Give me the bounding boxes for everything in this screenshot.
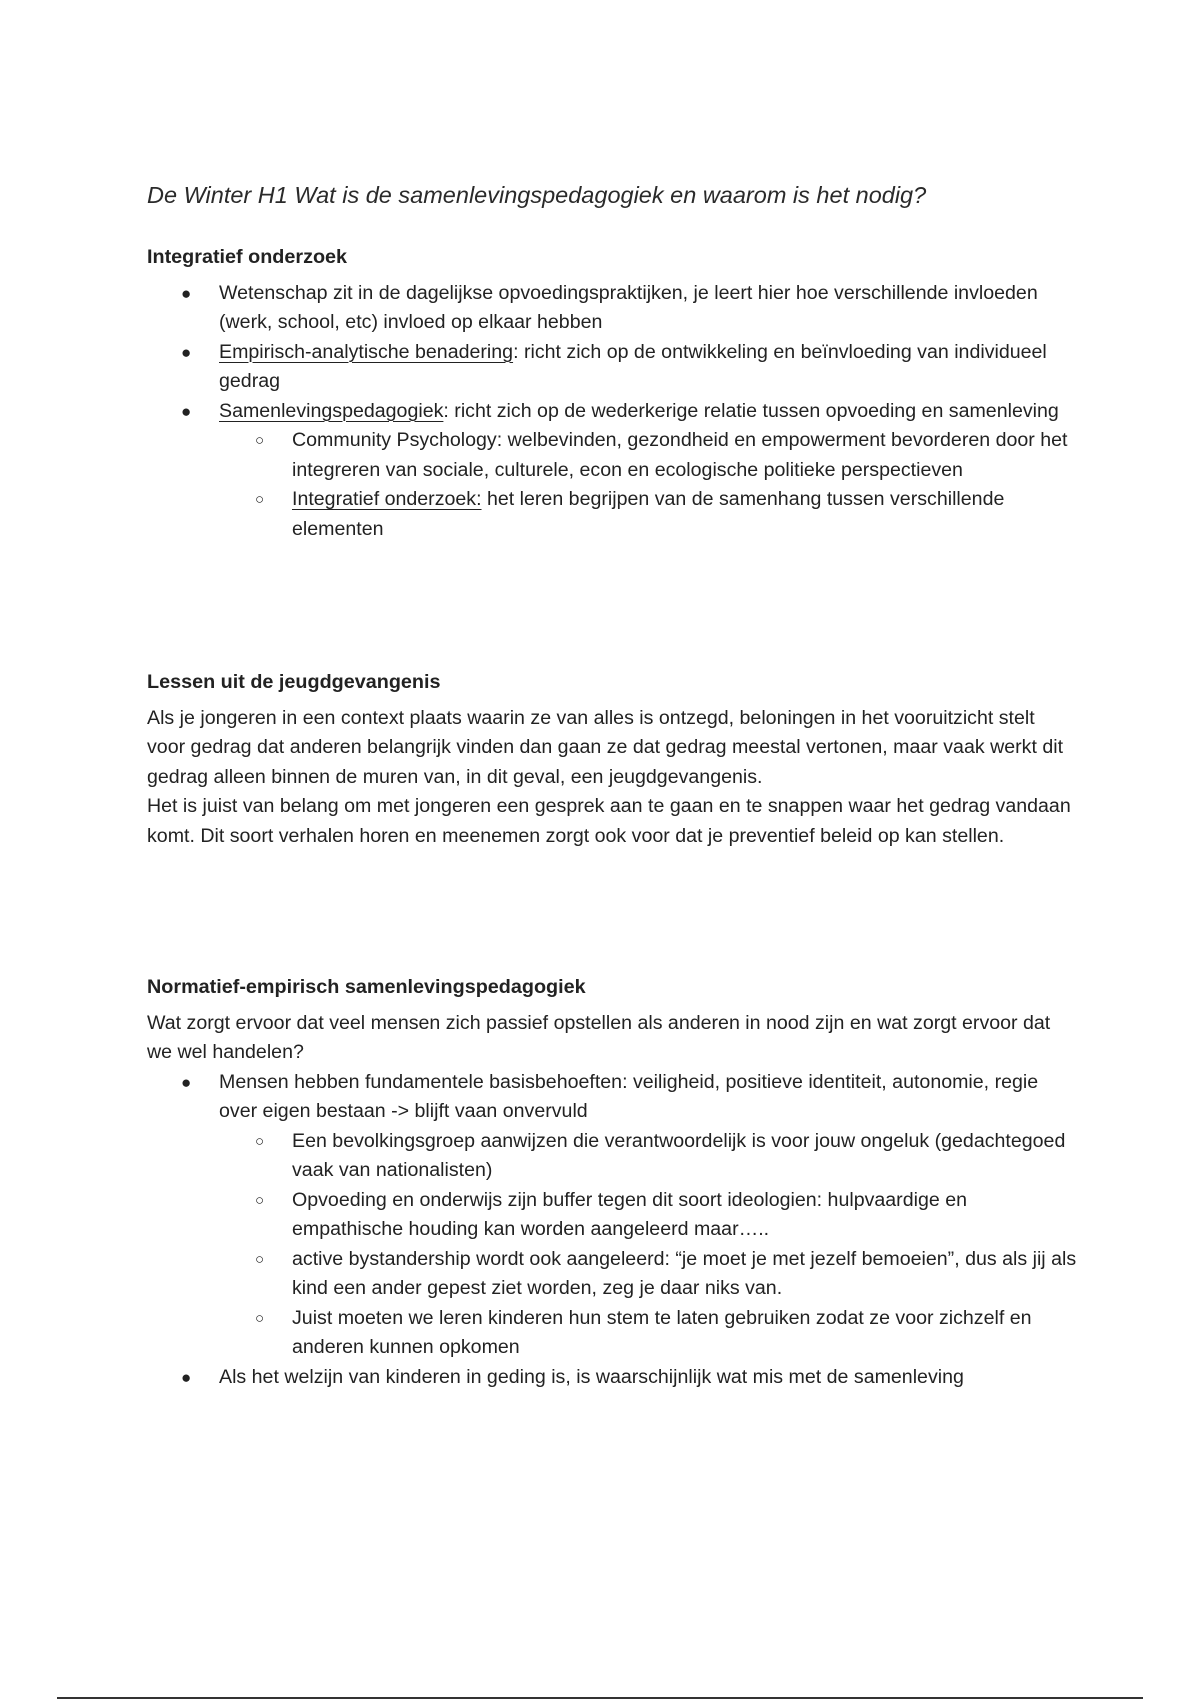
sub-list-item-text: active bystandership wordt ook aangeleerd: “je moet je met jezelf bemoeien”, dus als jij als kind een ander gepest ziet worden, zeg je daar niks van. xyxy=(292,1247,1077,1299)
footer-divider xyxy=(57,1697,1143,1699)
underlined-term: Empirisch-analytische benadering xyxy=(219,340,514,363)
sub-bullet-list xyxy=(147,1127,1077,1363)
bullet-icon: ● xyxy=(181,1072,192,1092)
section-heading: Normatief-empirisch samenlevingspedagogiek xyxy=(147,976,586,998)
list-item-text: Als het welzijn van kinderen in geding is, is waarschijnlijk wat mis met de samenleving xyxy=(219,1365,964,1388)
sub-list-item xyxy=(147,426,1077,485)
sub-list-item-text: Juist moeten we leren kinderen hun stem te laten gebruiken zodat ze voor zichzelf en anderen kunnen opkomen xyxy=(292,1306,1032,1358)
list-item xyxy=(147,338,1077,397)
sub-list-item-text: Opvoeding en onderwijs zijn buffer tegen dit soort ideologien: hulpvaardige en empathische houding kan worden aangeleerd maar….. xyxy=(292,1188,967,1240)
document-title: De Winter H1 Wat is de samenlevingspedagogiek en waarom is het nodig? xyxy=(147,182,927,208)
bullet-list xyxy=(147,1068,1077,1393)
sub-list-item xyxy=(147,1127,1077,1186)
sub-bullet-icon: ○ xyxy=(255,1132,265,1150)
list-item-text: Wetenschap zit in de dagelijkse opvoedingspraktijken, je leert hier hoe verschillende invloeden (werk, school, etc) invloed op elkaar hebben xyxy=(219,281,1038,333)
list-item-text: Mensen hebben fundamentele basisbehoeften: veiligheid, positieve identiteit, autonomie, regie over eigen bestaan -> blijft vaan onvervuld xyxy=(219,1070,1039,1122)
list-item xyxy=(147,397,1077,545)
section-heading: Integratief onderzoek xyxy=(147,246,348,268)
bullet-icon: ● xyxy=(181,401,192,421)
sub-bullet-icon: ○ xyxy=(255,432,265,449)
sub-list-item xyxy=(147,485,1077,544)
underlined-term: Samenlevingspedagogiek xyxy=(219,399,444,422)
sub-list-item-text: het leren begrijpen van de samenhang tussen verschillende elementen xyxy=(292,488,1005,540)
bullet-list xyxy=(147,279,1077,545)
sub-list-item xyxy=(147,1304,1077,1363)
sub-bullet-icon: ○ xyxy=(255,491,265,508)
sub-list-item-text: Community Psychology: welbevinden, gezondheid en empowerment bevorderen door het integreren van sociale, culturele, econ en ecologische politieke perspectieven xyxy=(292,429,1068,481)
list-item-text: : richt zich op de ontwikkeling en beïnvloeding van individueel gedrag xyxy=(219,340,1047,392)
bullet-icon: ● xyxy=(181,1367,192,1387)
sub-bullet-icon: ○ xyxy=(255,1191,265,1209)
sub-list-item xyxy=(147,1186,1077,1245)
bullet-icon: ● xyxy=(181,342,192,362)
list-item-text: : richt zich op de wederkerige relatie tussen opvoeding en samenleving xyxy=(443,399,1059,422)
paragraph: Het is juist van belang om met jongeren een gesprek aan te gaan en te snappen waar het gedrag vandaan komt. Dit soort verhalen horen en meenemen zorgt ook voor dat je preventief beleid op kan stellen. xyxy=(147,795,1071,847)
section-heading: Lessen uit de jeugdgevangenis xyxy=(147,671,441,693)
underlined-term: Integratief onderzoek: xyxy=(292,488,482,510)
list-item xyxy=(147,1363,1077,1393)
bullet-icon: ● xyxy=(181,283,192,303)
sub-bullet-icon: ○ xyxy=(255,1250,265,1268)
sub-bullet-list xyxy=(147,426,1077,544)
sub-list-item-text: Een bevolkingsgroep aanwijzen die verantwoordelijk is voor jouw ongeluk (gedachtegoed vaak van nationalisten) xyxy=(292,1129,1066,1181)
sub-list-item xyxy=(147,1245,1077,1304)
section-normatief-empirisch xyxy=(147,973,1077,1392)
list-item xyxy=(147,1068,1077,1363)
paragraph: Wat zorgt ervoor dat veel mensen zich passief opstellen als anderen in nood zijn en wat zorgt ervoor dat we wel handelen? xyxy=(147,1011,1051,1063)
section-integratief-onderzoek xyxy=(147,243,1077,544)
sub-bullet-icon: ○ xyxy=(255,1309,265,1327)
list-item xyxy=(147,279,1077,338)
section-lessen-jeugdgevangenis xyxy=(147,668,1077,851)
paragraph: Als je jongeren in een context plaats waarin ze van alles is ontzegd, beloningen in het vooruitzicht stelt voor gedrag dat anderen belangrijk vinden dan gaan ze dat gedrag meestal vertonen, maar vaak werkt dit gedrag alleen binnen de muren van, in dit geval, een jeugdgevangenis. xyxy=(147,706,1064,788)
